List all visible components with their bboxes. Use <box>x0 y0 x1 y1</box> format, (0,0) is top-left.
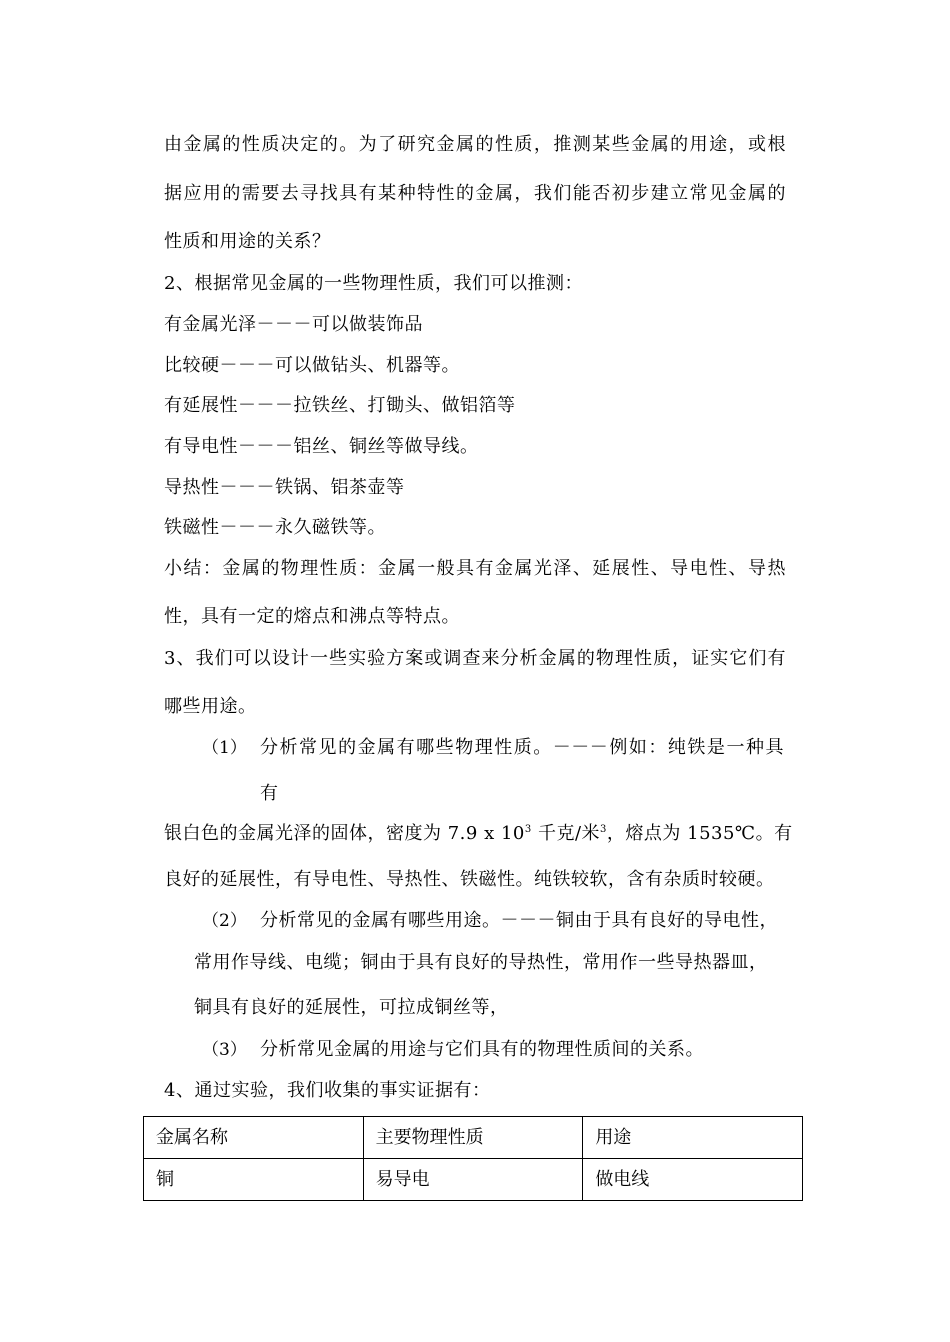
sub2-label: （2） <box>202 911 247 931</box>
section2-item: 有导电性－－－铝丝、铜丝等做导线。 <box>164 436 479 457</box>
sub2-line-1: 分析常见的金属有哪些用途。－－－铜由于具有良好的导电性， <box>260 910 778 931</box>
summary-line-1: 小结：金属的物理性质：金属一般具有金属光泽、延展性、导电性、导热 <box>164 558 786 579</box>
table-header-cell: 用途 <box>583 1117 803 1159</box>
table-cell: 铜 <box>144 1159 364 1201</box>
sub2-line-2: 常用作导线、电缆；铜由于具有良好的导热性，常用作一些导热器皿， <box>194 952 768 973</box>
evidence-table <box>143 1116 803 1201</box>
sub1-label: （1） <box>202 738 247 758</box>
sub1-line-4: 良好的延展性，有导电性、导热性、铁磁性。纯铁较软，含有杂质时较硬。 <box>164 869 775 890</box>
section3-heading-line-1: 3、我们可以设计一些实验方案或调查来分析金属的物理性质，证实它们有 <box>164 648 786 669</box>
section2-item: 有金属光泽－－－可以做装饰品 <box>164 314 423 335</box>
density-unit: 千克/米 <box>531 823 601 844</box>
table-cell: 易导电 <box>363 1159 583 1201</box>
section2-item: 导热性－－－铁锅、铝茶壶等 <box>164 477 405 498</box>
intro-line-3: 性质和用途的关系？ <box>164 231 331 252</box>
intro-line-1: 由金属的性质决定的。为了研究金属的性质，推测某些金属的用途，或根 <box>164 134 786 155</box>
sub1-line-1: 分析常见的金属有哪些物理性质。－－－例如：纯铁是一种具 <box>260 737 784 758</box>
section2-item: 比较硬－－－可以做钻头、机器等。 <box>164 355 460 376</box>
sub2-line-3: 铜具有良好的延展性，可拉成铜丝等， <box>194 997 509 1018</box>
sub3-line-1: 分析常见金属的用途与它们具有的物理性质间的关系。 <box>260 1039 704 1060</box>
density-exponent: 3 <box>524 824 532 835</box>
density-text-prefix: 银白色的金属光泽的固体，密度为 7.9 x 10 <box>164 823 525 844</box>
melting-point-text: ，熔点为 1535℃。有 <box>606 823 793 844</box>
section2-item: 有延展性－－－拉铁丝、打锄头、做铝箔等 <box>164 395 516 416</box>
summary-line-2: 性，具有一定的熔点和沸点等特点。 <box>164 606 460 627</box>
sub3-label: （3） <box>202 1040 247 1060</box>
section2-item: 铁磁性－－－永久磁铁等。 <box>164 517 386 538</box>
section3-heading-line-2: 哪些用途。 <box>164 696 257 717</box>
table-cell: 做电线 <box>583 1159 803 1201</box>
sub1-line-2: 有 <box>260 783 279 804</box>
table-header-cell: 主要物理性质 <box>363 1117 583 1159</box>
unit-exponent: 3 <box>600 824 607 835</box>
table-header-row <box>144 1117 803 1159</box>
section2-heading: 2、根据常见金属的一些物理性质，我们可以推测： <box>164 273 583 294</box>
table-row <box>144 1159 803 1201</box>
table-header-cell: 金属名称 <box>144 1117 364 1159</box>
section4-heading: 4、通过实验，我们收集的事实证据有： <box>164 1080 491 1101</box>
sub1-line-3 <box>164 823 793 845</box>
intro-line-2: 据应用的需要去寻找具有某种特性的金属，我们能否初步建立常见金属的 <box>164 183 786 204</box>
